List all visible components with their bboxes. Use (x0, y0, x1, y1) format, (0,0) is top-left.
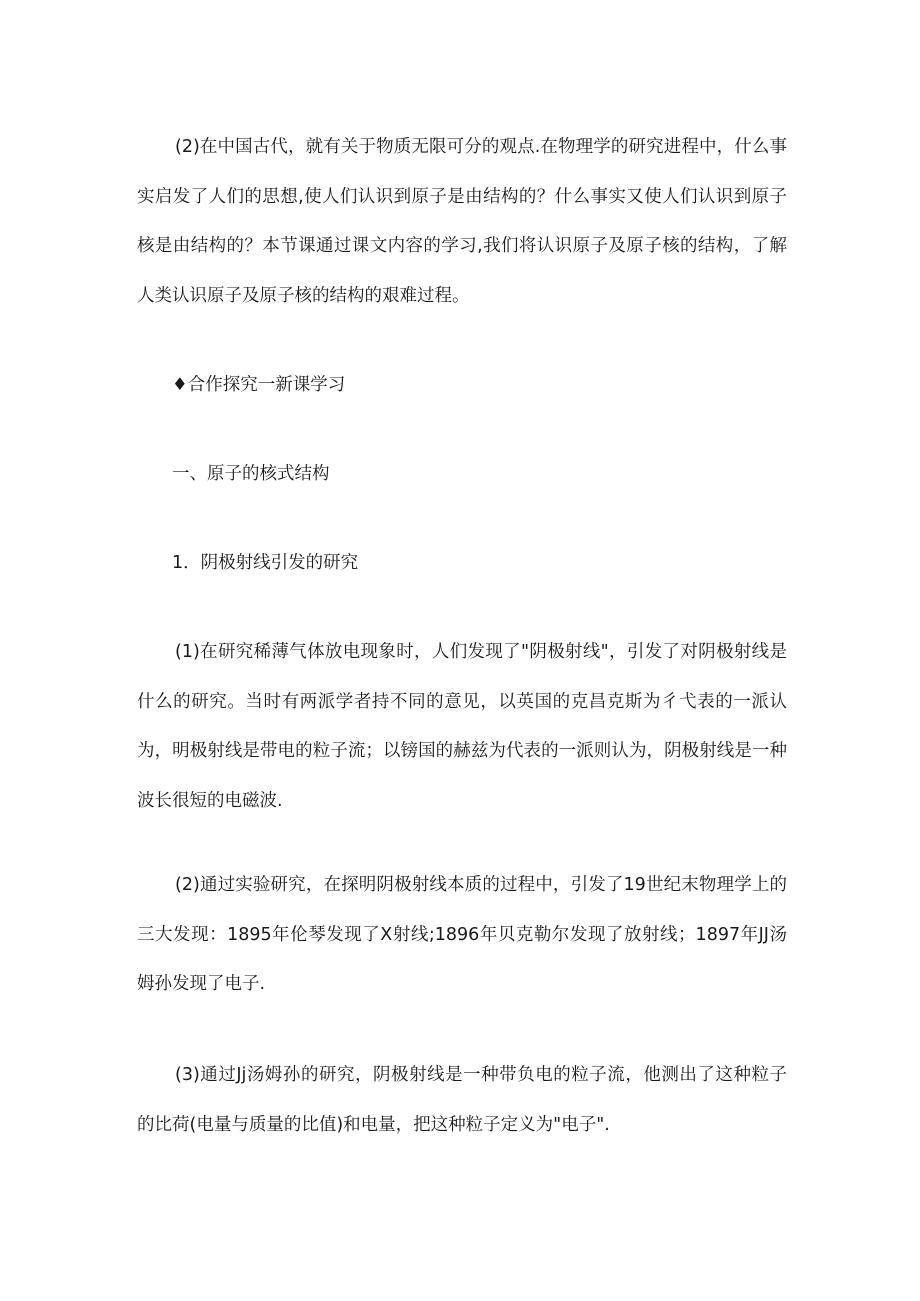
paragraph-1: (1)在研究稀薄气体放电现象时，人们发现了"阴极射线"，引发了对阴极射线是什么的研究。当时有两派学者持不同的意见，以英国的克昌克斯为彳弋表的一派认为，明极射线是带电的粒子流；以镑国的赫兹为代表的一派则认为，阴极射线是一种波长很短的电磁波. (137, 642, 787, 811)
section-marker: ♦合作探究一新课学习 (172, 375, 346, 395)
section-heading: 一、原子的核式结构 (172, 464, 330, 484)
paragraph-2: (2)通过实验研究，在探明阴极射线本质的过程中，引发了19世纪末物理学上的三大发现：1895年伦琴发现了X射线;1896年贝克勒尔发现了放射线；1897年JJ汤姆孙发现了电子. (137, 875, 787, 994)
subsection-heading: 1．阴极射线引发的研究 (172, 553, 359, 573)
intro-paragraph: (2)在中国古代，就有关于物质无限可分的观点.在物理学的研究进程中，什么事实启发了人们的思想,使人们认识到原子是由结构的？什么事实又使人们认识到原子核是由结构的？本节课通过课文内容的学习,我们将认识原子及原子核的结构，了解人类认识原子及原子核的结构的艰难过程。 (137, 137, 787, 306)
paragraph-3: (3)通过Jj汤姆孙的研究，阴极射线是一种带负电的粒子流，他测出了这种粒子的比荷(电量与质量的比值)和电量，把这种粒子定义为"电子". (137, 1065, 787, 1135)
